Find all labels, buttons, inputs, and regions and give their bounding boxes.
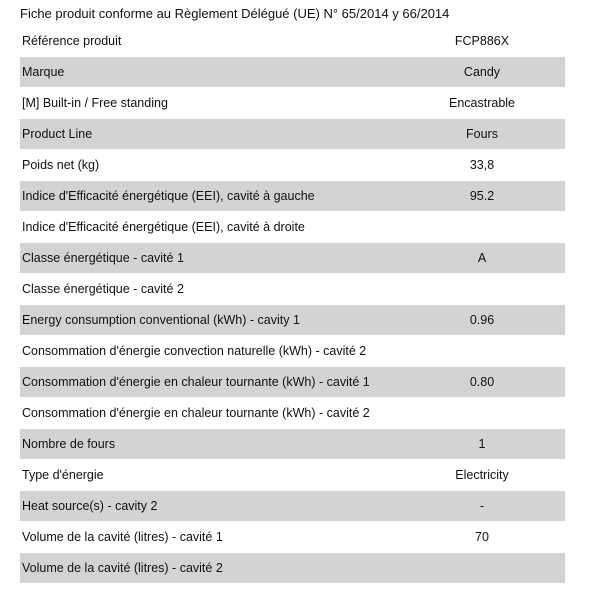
spec-value [420, 553, 544, 584]
spec-label: Volume de la cavité (litres) - cavité 2 [22, 561, 223, 575]
spec-row-reference [20, 26, 565, 57]
spec-row-energy-class-1 [20, 243, 565, 274]
spec-label: Indice d'Efficacité énergétique (EEI), cavité à gauche [22, 189, 315, 203]
spec-label: Poids net (kg) [22, 158, 100, 172]
spec-value: Electricity [455, 468, 509, 482]
spec-value [420, 274, 544, 305]
spec-label: Consommation d'énergie en chaleur tournante (kWh) - cavité 2 [22, 406, 370, 420]
spec-label: Energy consumption conventional (kWh) - cavity 1 [22, 313, 300, 327]
sheet-title: Fiche produit conforme au Règlement Délégué (UE) N° 65/2014 y 66/2014 [20, 6, 450, 21]
spec-label: Classe énergétique - cavité 1 [22, 251, 184, 265]
spec-value: 0.80 [469, 375, 495, 389]
spec-row-oven-count [20, 429, 565, 460]
spec-row-brand [20, 57, 565, 88]
spec-value: Encastrable [448, 96, 515, 110]
spec-label: Classe énergétique - cavité 2 [22, 282, 184, 296]
spec-row-eei-right [20, 212, 565, 243]
spec-value: FCP886X [454, 34, 510, 48]
spec-row-cavity-volume-2 [20, 553, 565, 584]
spec-row-fan-consumption-2 [20, 398, 565, 429]
spec-value [420, 212, 544, 243]
spec-value: 95.2 [469, 189, 495, 203]
spec-value: A [477, 251, 487, 265]
spec-label: Type d'énergie [22, 468, 104, 482]
spec-row-energy-type [20, 460, 565, 491]
spec-value: 70 [475, 530, 489, 544]
spec-label: Product Line [22, 127, 93, 141]
spec-value: 0.96 [469, 313, 495, 327]
spec-row-net-weight [20, 150, 565, 181]
spec-row-natural-convection-2 [20, 336, 565, 367]
spec-value: 1 [478, 437, 486, 451]
spec-value: 33,8 [469, 158, 495, 172]
spec-row-cavity-volume-1 [20, 522, 565, 553]
spec-row-installation [20, 88, 565, 119]
spec-table [20, 26, 565, 584]
spec-value [420, 398, 544, 429]
spec-value: - [479, 499, 485, 513]
spec-row-heat-source-2 [20, 491, 565, 522]
spec-label: Consommation d'énergie convection naturelle (kWh) - cavité 2 [22, 344, 367, 358]
spec-label: Nombre de fours [22, 437, 116, 451]
spec-label: Consommation d'énergie en chaleur tournante (kWh) - cavité 1 [22, 375, 370, 389]
spec-row-product-line [20, 119, 565, 150]
spec-label: [M] Built-in / Free standing [22, 96, 168, 110]
spec-label: Indice d'Efficacité énergétique (EEI), cavité à droite [22, 220, 305, 234]
spec-label: Volume de la cavité (litres) - cavité 1 [22, 530, 223, 544]
spec-value: Fours [466, 127, 498, 141]
spec-row-conventional-consumption-1 [20, 305, 565, 336]
spec-value: Candy [463, 65, 501, 79]
spec-row-energy-class-2 [20, 274, 565, 305]
spec-row-fan-consumption-1 [20, 367, 565, 398]
spec-label: Référence produit [22, 34, 122, 48]
spec-row-eei-left [20, 181, 565, 212]
spec-value [420, 336, 544, 367]
spec-label: Marque [22, 65, 65, 79]
spec-label: Heat source(s) - cavity 2 [22, 499, 158, 513]
